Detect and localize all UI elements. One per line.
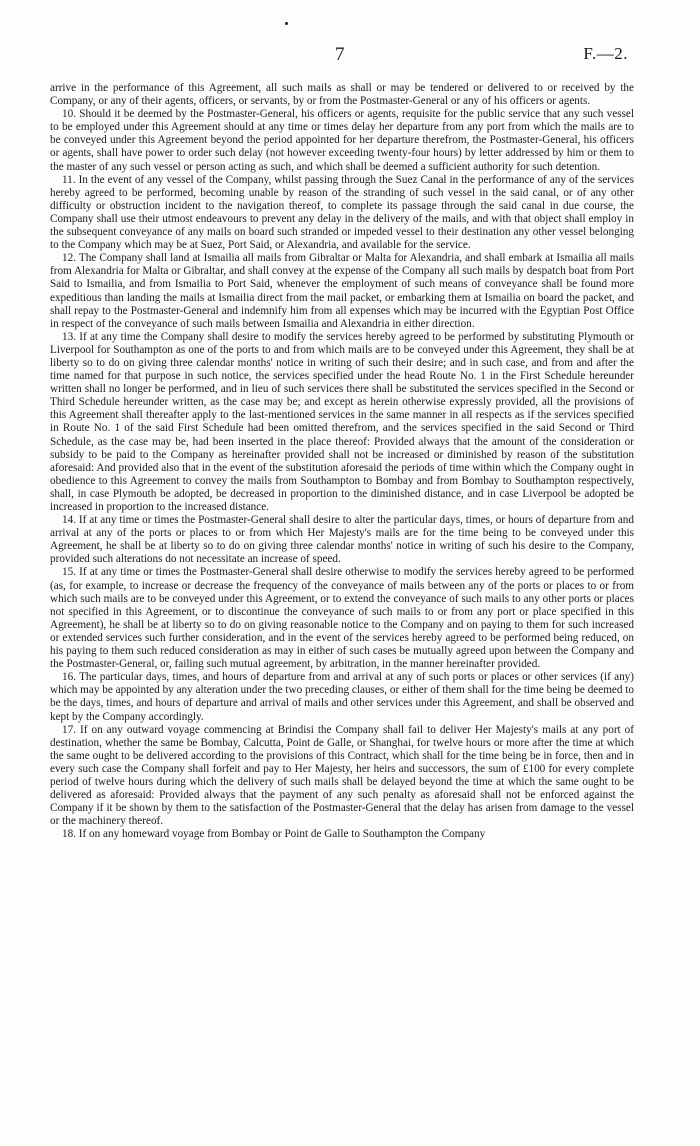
- paragraph-continuation: arrive in the performance of this Agreement, all such mails as shall or may be tendered or delivered to or received by the Company, or any of their agents, officers, or servants, by or from the Postmaster-General or any of his officers or agents.: [50, 82, 634, 108]
- document-body: [50, 82, 634, 841]
- clause-11: 11. In the event of any vessel of the Company, whilst passing through the Suez Canal in the performance of any of the services hereby agreed to be performed, becoming unable by reason of the stranding of such vessel in the said canal, or of any other difficulty or obstruction incident to the navigation thereof, to complete its passage through the said canal in due course, the Company shall use their utmost endeavours to prevent any delay in the delivery of the mails, and with that object shall employ in the subsequent conveyance of any mails on board such stranded or impeded vessel to their destination any other vessel belonging to the Company which may be at Suez, Port Said, or Alexandria, and available for the service.: [50, 173, 634, 252]
- page-mark: [285, 22, 288, 25]
- clause-16: 16. The particular days, times, and hours of departure from and arrival at any of such ports or places or other services (if any) which may be appointed by any alteration under the two preceding clauses, or either of them shall for the time being be deemed to be the days, times, and hours of departure and arrival of mails and other services under this Agreement, and shall be observed and kept by the Company accordingly.: [50, 671, 634, 723]
- clause-13: 13. If at any time the Company shall desire to modify the services hereby agreed to be performed by substituting Plymouth or Liverpool for Southampton as one of the ports to and from which mails are to be conveyed under this Agreement, they shall be at liberty so to do on giving three calendar months' notice in writing of such their desire; and in such case, and from and after the time named for that purpose in such notice, the services specified under the head Route No. 1 in the First Schedule hereunder written shall no longer be performed, and in lieu of such services there shall be substituted the services specified in the Second or Third Schedule hereunder written, as the case may be; and except as herein otherwise expressly provided, all the provisions of this Agreement shall thereafter apply to the last-mentioned services in the same manner in all respects as if the services specified in Route No. 1 of the said First Schedule had been omitted therefrom, and the services specified in the said Second or Third Schedule, as the case may be, had been inserted in the place thereof: Provided always that the amount of the consideration or subsidy to be paid to the Company as hereinafter provided shall not be increased or diminished by reason of the substitution aforesaid: And provided also that in the event of the substitution aforesaid the periods of time within which the Company ought in obedience to this Agreement to convey the mails from Southampton to Bombay and from Bombay to Southampton respectively, shall, in case Plymouth be adopted, be decreased in proportion to the diminished distance, and in case Liverpool be adopted be increased in proportion to the increased distance.: [50, 330, 634, 513]
- clause-18: 18. If on any homeward voyage from Bombay or Point de Galle to Southampton the Company: [62, 828, 486, 841]
- clause-17: 17. If on any outward voyage commencing at Brindisi the Company shall fail to deliver Her Majesty's mails at any port of destination, whether the same be Bombay, Calcutta, Point de Galle, or Shanghai, for twelve hours or more after the time at which the same ought to be delivered according to the provisions of this Contract, which shall for the time being be in force, then and in every such case the Company shall forfeit and pay to Her Majesty, her heirs and successors, the sum of £100 for every complete period of twelve hours during which the delivery of such mails shall be delayed beyond the time at which the same ought to be delivered as aforesaid: Provided always that the payment of any such penalty as aforesaid shall not be enforced against the Company if it be shown by them to the satisfaction of the Postmaster-General that the delay has arisen from damage to the vessel or the machinery thereof.: [50, 723, 634, 828]
- page-header: [0, 44, 700, 66]
- clause-14: 14. If at any time or times the Postmaster-General shall desire to alter the particular days, times, or hours of departure from and arrival at any of the ports or places to or from which Her Majesty's mails are for the time being to be conveyed under this Agreement, he shall be at liberty so to do on giving three calendar months' notice in writing of such his desire to the Company, provided such alterations do not necessitate an increase of speed.: [50, 514, 634, 566]
- clause-12: 12. The Company shall land at Ismailia all mails from Gibraltar or Malta for Alexandria, and shall embark at Ismailia all mails from Alexandria for Malta or Gibraltar, and shall convey at the expense of the Company all such mails by despatch boat from Port Said to Ismailia, and from Ismailia to Port Said, whenever the employment of such means of conveyance shall be found more expeditious than landing the mails at Ismailia direct from the mail packet, or embarking them at Ismailia on board the packet, and shall repay to the Postmaster-General and indemnify him from all expenses which may be incurred with the Egyptian Post Office in respect of the conveyance of such mails between Ismailia and Alexandria in either direction.: [50, 252, 634, 330]
- clause-10: 10. Should it be deemed by the Postmaster-General, his officers or agents, requisite for the public service that any such vessel to be employed under this Agreement should at any time or times delay her departure from any port from which the mails are to be conveyed under this Agreement beyond the period appointed for her departure therefrom, the Postmaster-General, his officers or agents, shall have power to order such delay (not however exceeding twenty-four hours) by letter addressed by him or them to the master of any such vessel or person acting as such, and which shall be deemed a sufficient authority for such detention.: [50, 108, 634, 173]
- document-reference: F.—2.: [583, 44, 628, 63]
- clause-15: 15. If at any time or times the Postmaster-General shall desire otherwise to modify the services hereby agreed to be performed (as, for example, to increase or decrease the frequency of the conveyance of mails between any of the ports or places to or from which such mails are to be conveyed under this Agreement, or to extend the conveyance of such mails to any other ports or places not specified in this Agreement, or to discontinue the conveyance of such mails to or from any port or place specified in this Agreement), he shall be at liberty so to do on giving reasonable notice to the Company and on paying to them for such increased or extended services such further consideration, and in the event of the services hereby agreed to be performed being reduced, on his paying to them such reduced consideration as may in either of such cases be mutually agreed upon between the Company and the Postmaster-General, or, failing such mutual agreement, by arbitration, in the manner hereinafter provided.: [50, 566, 634, 671]
- page-number: 7: [335, 44, 345, 65]
